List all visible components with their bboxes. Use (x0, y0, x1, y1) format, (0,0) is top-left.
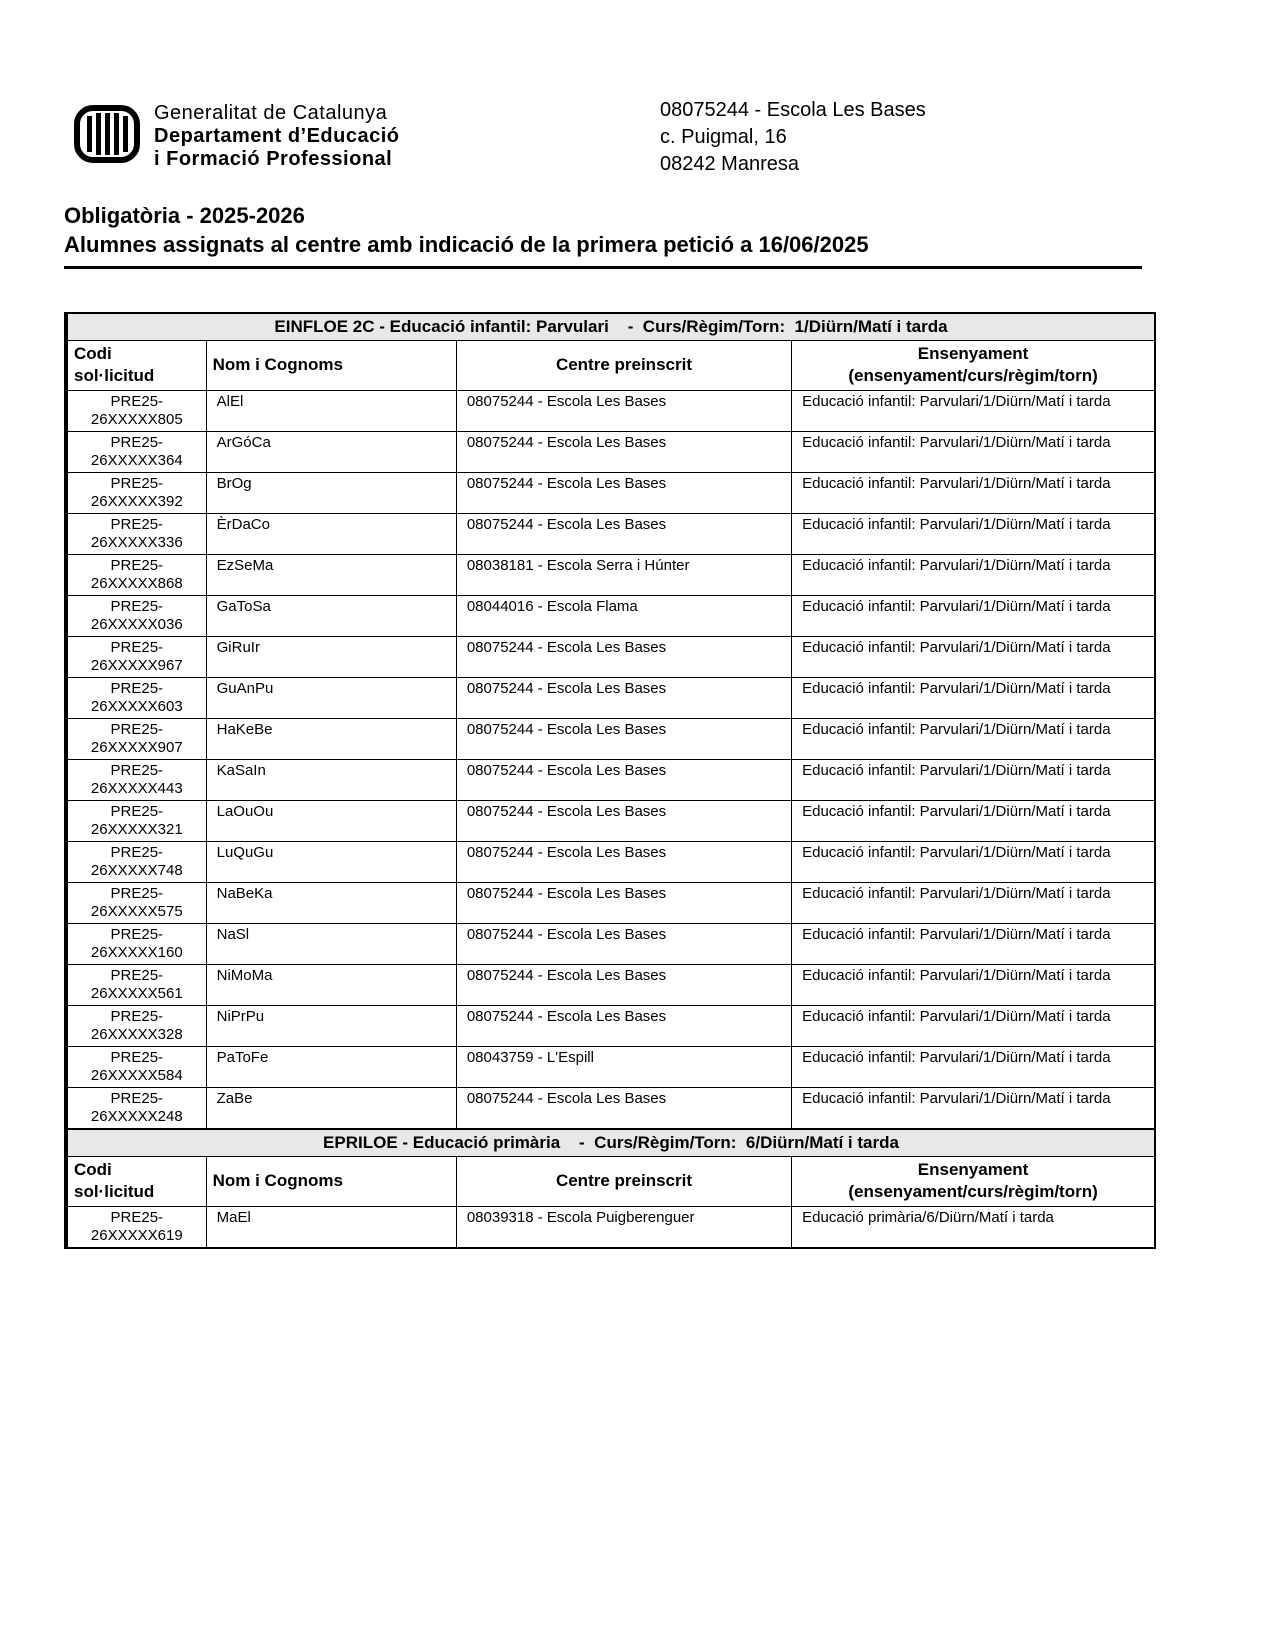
assignments-table-infantil (64, 312, 1156, 1130)
title-line-1: Obligatòria - 2025-2026 (64, 203, 305, 228)
ensenyament-cell: Educació infantil: Parvulari/1/Diürn/Matí i tarda (792, 554, 1155, 595)
codi-cell (66, 595, 206, 636)
codi-cell (66, 554, 206, 595)
ensenyament-cell: Educació infantil: Parvulari/1/Diürn/Matí i tarda (792, 431, 1155, 472)
codi-cell (66, 1087, 206, 1129)
ensenyament-cell: Educació infantil: Parvulari/1/Diürn/Matí i tarda (792, 718, 1155, 759)
codi-line1: PRE25- (110, 556, 164, 574)
codi-cell (66, 759, 206, 800)
table-row (66, 1206, 1155, 1248)
codi-line1: PRE25- (110, 966, 164, 984)
column-header-codi (66, 1156, 206, 1206)
column-header-codi-line2: sol·licitud (74, 366, 155, 385)
centre-cell: 08038181 - Escola Serra i Húnter (456, 554, 791, 595)
codi-line2: 26XXXXX575 (90, 902, 183, 920)
codi-cell (66, 923, 206, 964)
codi-line1: PRE25- (110, 925, 164, 943)
column-header-centre: Centre preinscrit (456, 1156, 791, 1206)
centre-cell: 08039318 - Escola Puigberenguer (456, 1206, 791, 1248)
assignments-table-primaria (64, 1128, 1156, 1249)
ensenyament-cell: Educació infantil: Parvulari/1/Diürn/Matí i tarda (792, 595, 1155, 636)
nom-cell: LaOuOu (206, 800, 456, 841)
codi-line1: PRE25- (110, 474, 164, 492)
codi-line1: PRE25- (110, 1048, 164, 1066)
codi-cell (66, 1005, 206, 1046)
ensenyament-cell: Educació infantil: Parvulari/1/Diürn/Matí i tarda (792, 513, 1155, 554)
table-row (66, 1087, 1155, 1129)
codi-line2: 26XXXXX336 (90, 533, 183, 551)
codi-cell (66, 718, 206, 759)
column-header-ens-line2: (ensenyament/curs/règim/torn) (848, 366, 1098, 385)
nom-cell: AlEl (206, 390, 456, 431)
centre-cell: 08075244 - Escola Les Bases (456, 841, 791, 882)
ensenyament-cell: Educació infantil: Parvulari/1/Diürn/Matí i tarda (792, 964, 1155, 1005)
centre-cell: 08075244 - Escola Les Bases (456, 431, 791, 472)
nom-cell: BrOg (206, 472, 456, 513)
school-city: 08242 Manresa (660, 153, 799, 175)
nom-cell: GiRuIr (206, 636, 456, 677)
document-title (64, 201, 1142, 269)
centre-cell: 08075244 - Escola Les Bases (456, 718, 791, 759)
school-street: c. Puigmal, 16 (660, 126, 787, 148)
codi-line1: PRE25- (110, 679, 164, 697)
logo-line-3: i Formació Professional (154, 148, 393, 170)
column-header-codi-line2: sol·licitud (74, 1182, 155, 1201)
centre-cell: 08075244 - Escola Les Bases (456, 882, 791, 923)
table-row (66, 431, 1155, 472)
table-educacio-infantil (64, 312, 1156, 1130)
ensenyament-cell: Educació infantil: Parvulari/1/Diürn/Matí i tarda (792, 882, 1155, 923)
codi-line2: 26XXXXX248 (90, 1107, 183, 1125)
nom-cell: PaToFe (206, 1046, 456, 1087)
nom-cell: NaBeKa (206, 882, 456, 923)
centre-cell: 08044016 - Escola Flama (456, 595, 791, 636)
column-header-codi-line1: Codi (74, 344, 112, 363)
codi-line1: PRE25- (110, 843, 164, 861)
codi-cell (66, 1206, 206, 1248)
column-header-ens-line2: (ensenyament/curs/règim/torn) (848, 1182, 1098, 1201)
generalitat-senyera-icon (74, 105, 140, 168)
centre-cell: 08075244 - Escola Les Bases (456, 513, 791, 554)
codi-cell (66, 800, 206, 841)
table-row (66, 677, 1155, 718)
table-row (66, 1046, 1155, 1087)
ensenyament-cell: Educació infantil: Parvulari/1/Diürn/Matí i tarda (792, 636, 1155, 677)
codi-line2: 26XXXXX321 (90, 820, 183, 838)
codi-line2: 26XXXXX967 (90, 656, 183, 674)
logo-line-1: Generalitat de Catalunya (154, 102, 388, 124)
table-row (66, 513, 1155, 554)
logo-block (74, 102, 400, 171)
table-caption: EINFLOE 2C - Educació infantil: Parvulari - Curs/Règim/Torn: 1/Diürn/Matí i tarda (66, 313, 1155, 340)
centre-cell: 08043759 - L'Espill (456, 1046, 791, 1087)
ensenyament-cell: Educació infantil: Parvulari/1/Diürn/Matí i tarda (792, 841, 1155, 882)
codi-line1: PRE25- (110, 597, 164, 615)
nom-cell: ZaBe (206, 1087, 456, 1129)
centre-cell: 08075244 - Escola Les Bases (456, 964, 791, 1005)
codi-line2: 26XXXXX584 (90, 1066, 183, 1084)
table-row (66, 964, 1155, 1005)
centre-cell: 08075244 - Escola Les Bases (456, 1005, 791, 1046)
codi-cell (66, 513, 206, 554)
nom-cell: LuQuGu (206, 841, 456, 882)
codi-cell (66, 431, 206, 472)
column-header-ens-line1: Ensenyament (917, 1160, 1029, 1179)
codi-cell (66, 882, 206, 923)
codi-cell (66, 677, 206, 718)
table-row (66, 636, 1155, 677)
codi-line1: PRE25- (110, 720, 164, 738)
column-header-codi (66, 340, 206, 390)
codi-line2: 26XXXXX619 (90, 1226, 183, 1244)
codi-cell (66, 841, 206, 882)
logo-line-2: Departament d’Educació (154, 125, 400, 147)
centre-cell: 08075244 - Escola Les Bases (456, 636, 791, 677)
ensenyament-cell: Educació infantil: Parvulari/1/Diürn/Matí i tarda (792, 1005, 1155, 1046)
table-header-row (66, 1156, 1155, 1206)
codi-line1: PRE25- (110, 761, 164, 779)
table-row (66, 759, 1155, 800)
nom-cell: GuAnPu (206, 677, 456, 718)
nom-cell: EzSeMa (206, 554, 456, 595)
ensenyament-cell: Educació infantil: Parvulari/1/Diürn/Matí i tarda (792, 1087, 1155, 1129)
nom-cell: ÈrDaCo (206, 513, 456, 554)
table-caption: EPRILOE - Educació primària - Curs/Règim/Torn: 6/Diürn/Matí i tarda (66, 1129, 1155, 1156)
codi-line1: PRE25- (110, 1089, 164, 1107)
codi-cell (66, 390, 206, 431)
codi-line2: 26XXXXX443 (90, 779, 183, 797)
codi-line2: 26XXXXX748 (90, 861, 183, 879)
codi-line2: 26XXXXX160 (90, 943, 183, 961)
nom-cell: NiPrPu (206, 1005, 456, 1046)
column-header-codi-line1: Codi (74, 1160, 112, 1179)
codi-line2: 26XXXXX868 (90, 574, 183, 592)
codi-line1: PRE25- (110, 802, 164, 820)
ensenyament-cell: Educació infantil: Parvulari/1/Diürn/Matí i tarda (792, 923, 1155, 964)
table-row (66, 390, 1155, 431)
centre-cell: 08075244 - Escola Les Bases (456, 759, 791, 800)
ensenyament-cell: Educació infantil: Parvulari/1/Diürn/Matí i tarda (792, 759, 1155, 800)
ensenyament-cell: Educació infantil: Parvulari/1/Diürn/Matí i tarda (792, 390, 1155, 431)
ensenyament-cell: Educació primària/6/Diürn/Matí i tarda (792, 1206, 1155, 1248)
codi-line2: 26XXXXX907 (90, 738, 183, 756)
centre-cell: 08075244 - Escola Les Bases (456, 1087, 791, 1129)
centre-cell: 08075244 - Escola Les Bases (456, 800, 791, 841)
table-row (66, 595, 1155, 636)
codi-line1: PRE25- (110, 1208, 164, 1226)
codi-line2: 26XXXXX805 (90, 410, 183, 428)
ensenyament-cell: Educació infantil: Parvulari/1/Diürn/Matí i tarda (792, 800, 1155, 841)
column-header-ens-line1: Ensenyament (917, 344, 1029, 363)
codi-line1: PRE25- (110, 433, 164, 451)
centre-cell: 08075244 - Escola Les Bases (456, 472, 791, 513)
table-row (66, 800, 1155, 841)
school-name: 08075244 - Escola Les Bases (660, 99, 926, 121)
table-educacio-primaria (64, 1128, 1156, 1249)
centre-cell: 08075244 - Escola Les Bases (456, 923, 791, 964)
codi-cell (66, 472, 206, 513)
codi-line2: 26XXXXX364 (90, 451, 183, 469)
nom-cell: GaToSa (206, 595, 456, 636)
table-caption-row (66, 1129, 1155, 1156)
table-row (66, 718, 1155, 759)
nom-cell: KaSaIn (206, 759, 456, 800)
nom-cell: NiMoMa (206, 964, 456, 1005)
centre-cell: 08075244 - Escola Les Bases (456, 390, 791, 431)
codi-cell (66, 964, 206, 1005)
codi-cell (66, 636, 206, 677)
codi-line1: PRE25- (110, 884, 164, 902)
table-row (66, 1005, 1155, 1046)
codi-line1: PRE25- (110, 638, 164, 656)
codi-line2: 26XXXXX561 (90, 984, 183, 1002)
nom-cell: ArGóCa (206, 431, 456, 472)
codi-line2: 26XXXXX392 (90, 492, 183, 510)
ensenyament-cell: Educació infantil: Parvulari/1/Diürn/Matí i tarda (792, 472, 1155, 513)
table-row (66, 882, 1155, 923)
centre-cell: 08075244 - Escola Les Bases (456, 677, 791, 718)
table-row (66, 923, 1155, 964)
school-address-block (660, 97, 926, 178)
table-caption-row (66, 313, 1155, 340)
codi-line2: 26XXXXX328 (90, 1025, 183, 1043)
ensenyament-cell: Educació infantil: Parvulari/1/Diürn/Matí i tarda (792, 1046, 1155, 1087)
codi-line1: PRE25- (110, 1007, 164, 1025)
title-line-2: Alumnes assignats al centre amb indicació de la primera petició a 16/06/2025 (64, 232, 869, 257)
table-row (66, 472, 1155, 513)
nom-cell: NaSl (206, 923, 456, 964)
table-row (66, 554, 1155, 595)
codi-cell (66, 1046, 206, 1087)
table-header-row (66, 340, 1155, 390)
column-header-centre: Centre preinscrit (456, 340, 791, 390)
column-header-nom: Nom i Cognoms (206, 1156, 456, 1206)
codi-line1: PRE25- (110, 392, 164, 410)
codi-line1: PRE25- (110, 515, 164, 533)
codi-line2: 26XXXXX036 (90, 615, 183, 633)
column-header-ensenyament (792, 340, 1155, 390)
logo-text (154, 102, 400, 171)
codi-line2: 26XXXXX603 (90, 697, 183, 715)
nom-cell: MaEl (206, 1206, 456, 1248)
nom-cell: HaKeBe (206, 718, 456, 759)
table-row (66, 841, 1155, 882)
column-header-nom: Nom i Cognoms (206, 340, 456, 390)
ensenyament-cell: Educació infantil: Parvulari/1/Diürn/Matí i tarda (792, 677, 1155, 718)
column-header-ensenyament (792, 1156, 1155, 1206)
